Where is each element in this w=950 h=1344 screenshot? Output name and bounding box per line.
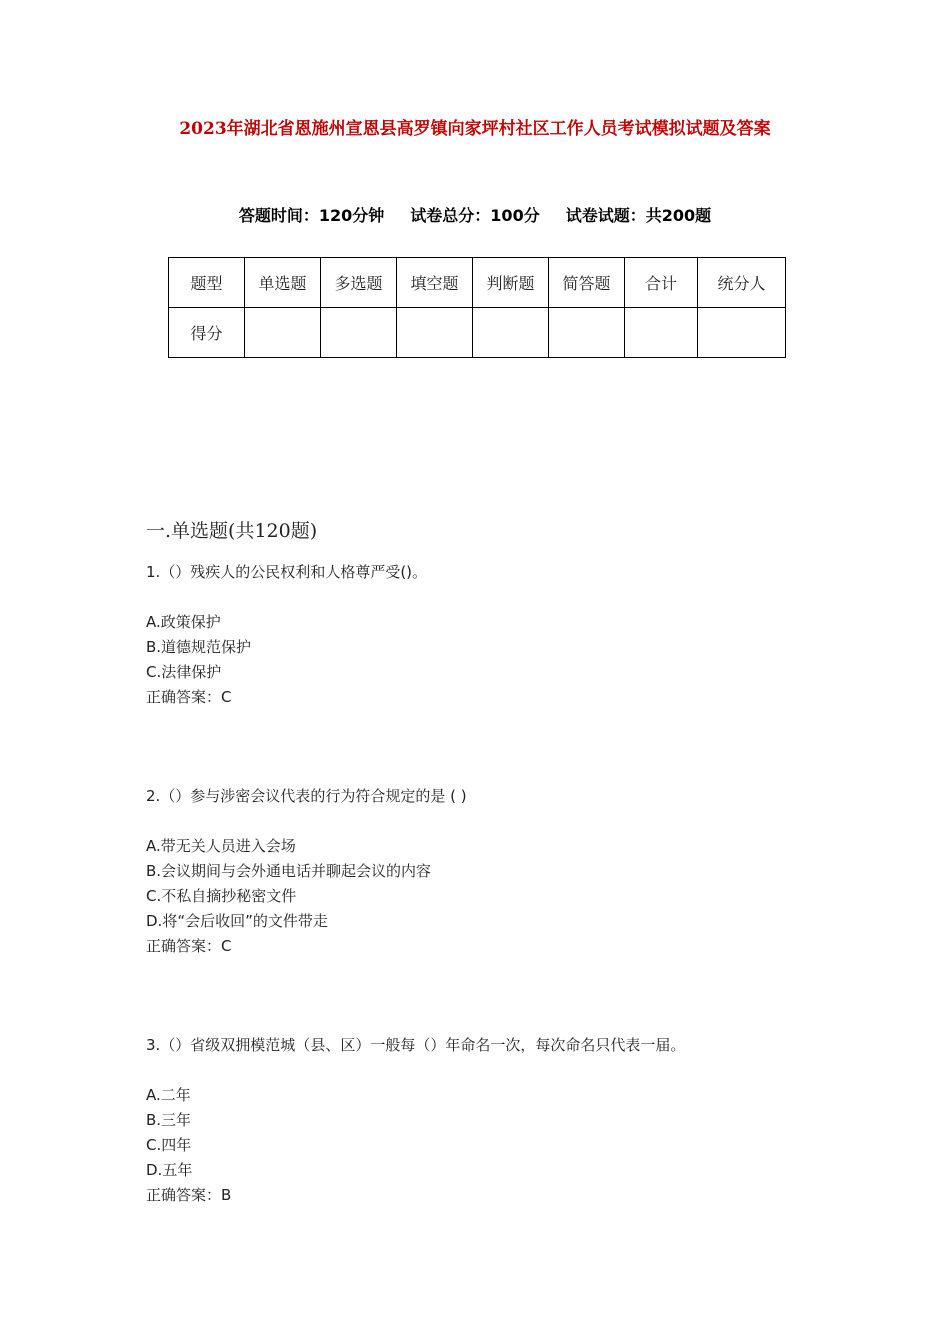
question-stem: 3.（）省级双拥模范城（县、区）一般每（）年命名一次，每次命名只代表一届。 xyxy=(146,1036,686,1054)
question-option: C.不私自摘抄秘密文件 xyxy=(146,887,297,905)
score-table-header-cell: 统分人 xyxy=(698,258,786,308)
score-cell xyxy=(698,308,786,358)
score-table-header-row xyxy=(169,258,786,308)
score-table-header-cell: 简答题 xyxy=(549,258,625,308)
score-cell xyxy=(549,308,625,358)
score-table-score-row xyxy=(169,308,786,358)
score-table-header-cell: 判断题 xyxy=(473,258,549,308)
score-table-header-cell: 填空题 xyxy=(397,258,473,308)
score-table-row-label: 得分 xyxy=(169,308,245,358)
question-answer: 正确答案：B xyxy=(146,1186,232,1204)
score-table-header-cell: 合计 xyxy=(625,258,698,308)
question-option: B.会议期间与会外通电话并聊起会议的内容 xyxy=(146,862,432,880)
question-2 xyxy=(146,784,467,959)
question-stem: 2.（）参与涉密会议代表的行为符合规定的是 ( ) xyxy=(146,787,467,805)
question-option: B.道德规范保护 xyxy=(146,638,252,656)
question-option: C.四年 xyxy=(146,1136,192,1154)
question-option: D.五年 xyxy=(146,1161,193,1179)
question-option: A.政策保护 xyxy=(146,613,221,631)
score-cell xyxy=(245,308,321,358)
question-option: C.法律保护 xyxy=(146,663,222,681)
document-title: 2023年湖北省恩施州宣恩县高罗镇向家坪村社区工作人员考试模拟试题及答案 xyxy=(179,119,771,139)
question-option: A.带无关人员进入会场 xyxy=(146,837,296,855)
exam-time: 答题时间：120分钟 xyxy=(238,206,385,225)
question-option: B.三年 xyxy=(146,1111,192,1129)
score-cell xyxy=(625,308,698,358)
question-3 xyxy=(146,1033,685,1208)
question-option: A.二年 xyxy=(146,1086,191,1104)
score-cell xyxy=(473,308,549,358)
section-title: 一.单选题(共120题) xyxy=(146,520,318,542)
score-table-header-cell: 多选题 xyxy=(321,258,397,308)
score-table xyxy=(168,257,786,358)
exam-meta xyxy=(0,203,950,226)
score-table-header-cell: 题型 xyxy=(169,258,245,308)
question-answer: 正确答案：C xyxy=(146,937,232,955)
question-option: D.将“会后收回”的文件带走 xyxy=(146,912,328,930)
question-stem: 1.（）残疾人的公民权利和人格尊严受()。 xyxy=(146,563,428,581)
question-answer: 正确答案：C xyxy=(146,688,232,706)
exam-total-score: 试卷总分：100分 xyxy=(410,206,540,225)
score-table-header-cell: 单选题 xyxy=(245,258,321,308)
question-1 xyxy=(146,560,427,710)
exam-question-count: 试卷试题：共200题 xyxy=(565,206,712,225)
score-cell xyxy=(397,308,473,358)
score-cell xyxy=(321,308,397,358)
